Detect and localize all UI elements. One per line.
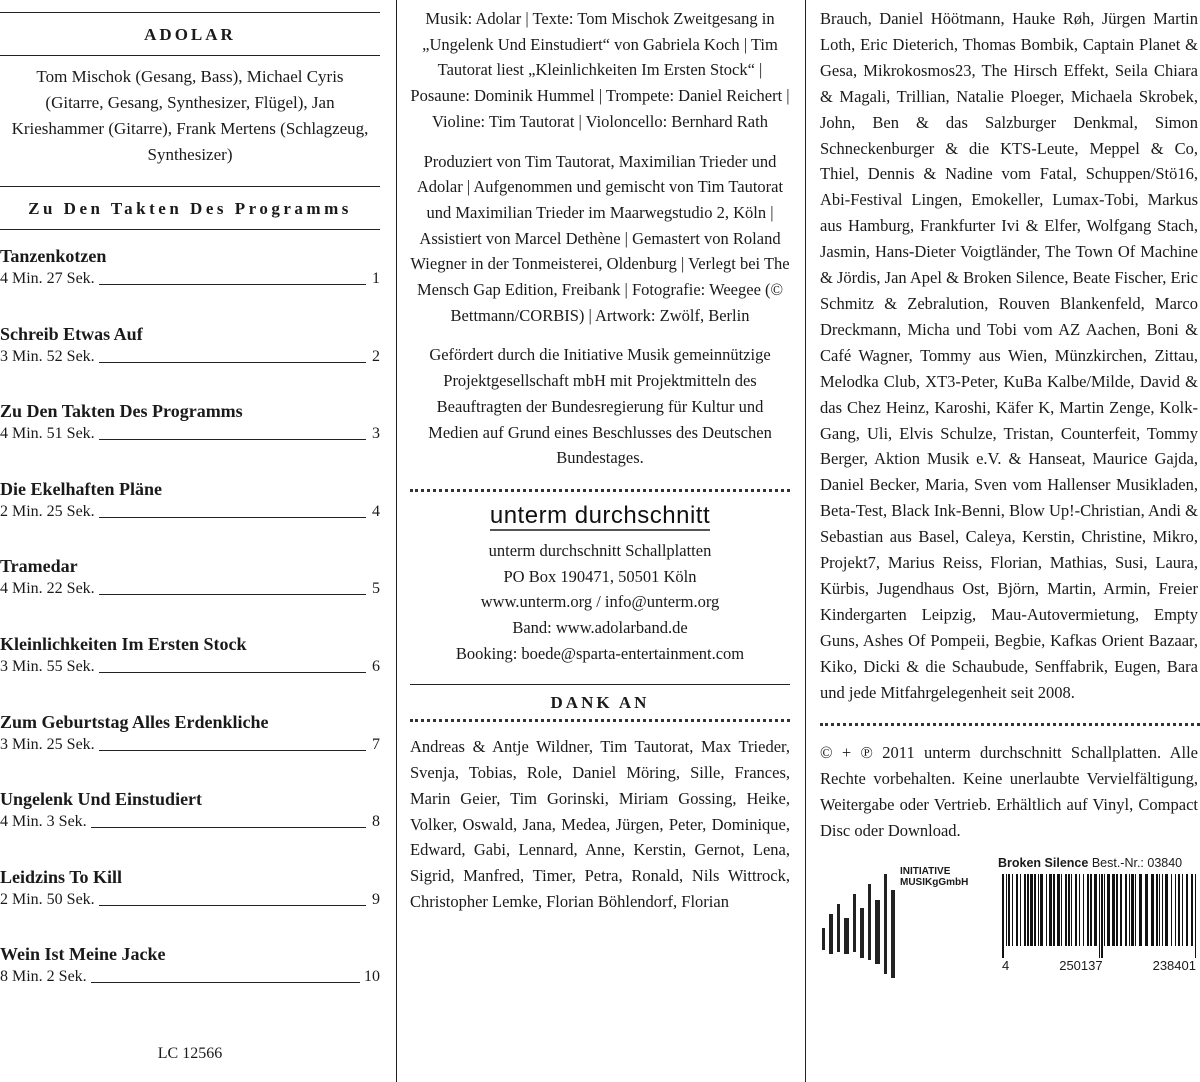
track-row bbox=[0, 966, 380, 988]
track-leader-line bbox=[99, 594, 366, 595]
track-item bbox=[0, 554, 380, 632]
track-item bbox=[0, 477, 380, 555]
track-number: 2 bbox=[372, 347, 380, 365]
barcode bbox=[998, 874, 1200, 958]
thanks-list-continued: Brauch, Daniel Höötmann, Hauke Røh, Jürgen Martin Loth, Eric Dieterich, Thomas Bombik, Captain Planet & Gesa, Mikrokosmos23, The Hirsch Effekt, Seila Chiara & Magali, Trillian, Natalie Ploeger, Michaela Skrobek, John, Ben & das Salzburger Denkmal, Simon Schneckenburger & die KTS-Leute, Meppel & Co, Thiel, Dennis & Nadine vom Fatal, Schuppen/Stö16, Abi-Festival Lingen, Emokeller, Lumax-Tobi, Markus aus Hamburg, Frankfurter Ivi & Elfer, Wolfgang Stach, Jasmin, Hans-Dieter Voigtländer, The Town Of Machine & Jördis, Jan Apel & Broken Silence, Beate Fischer, Eric Schmitz & Zebralution, Rouven Blankenfeld, Marco Dreckmann, Micha und Tobi vom AZ Aachen, Boni & Café Wagner, Tommy aus Wien, Münzkirchen, Zittau, Melodka Club, XT3-Peter, KuBa Kalbe/Milde, David & das Chez Heinz, Karoshi, Käfer K, Martin Zenge, Kolk-Gang, Uli, Elvis Schulze, Tristan, Counterfeit, Tommy Berger, Aktion Musik e.V. & Hanseat, Maurice Gajda, Daniel Becker, Maria, Sven vom Hallenser Musikladen, Beta-Test, Black Ink-Benni, Blow Up!-Christian, Andi & Sebastian aus Basel, Caleya, Kerstin, Christine, Mikro, Projekt7, Marius Reiss, Florian, Mathias, Susi, Laura, Kürbis, Jugendhaus Ost, Björn, Martin, Armin, Freier Kindergarten Leipzig, Mau-Autovermietung, Empty Guns, Ashes Of Pompeii, Begbie, Kafkas Orient Bazaar, Kiko, Dicki & die Schaubude, Senffabrik, Eugen, Bara und jede Mitfahrgelegenheit seit 2008. bbox=[820, 9, 1198, 702]
track-duration: 4 Min. 27 Sek. bbox=[0, 270, 95, 287]
band-web: Band: www.adolarband.de bbox=[512, 618, 688, 638]
label-logo: unterm durchschnitt bbox=[489, 501, 711, 529]
music-credits: Musik: Adolar | Texte: Tom Mischok Zweitgesang in „Ungelenk Und Einstudiert“ von Gabriela Koch | Tim Tautorat liest „Kleinlichkeiten Im Ersten Stock“ | Posaune: Dominik Hummel | Trompete: Daniel Reichert | Violine: Tim Tautorat | Violoncello: Bernhard Rath bbox=[410, 9, 790, 131]
thanks-heading: DANK AN bbox=[550, 693, 650, 713]
track-title: Schreib Etwas Auf bbox=[0, 323, 143, 344]
column-credits bbox=[410, 0, 790, 1082]
track-duration: 2 Min. 25 Sek. bbox=[0, 502, 95, 520]
track-item bbox=[0, 942, 380, 1020]
barcode-bar bbox=[1071, 874, 1072, 946]
barcode-bar bbox=[1061, 874, 1062, 946]
track-title: Tramedar bbox=[0, 556, 78, 577]
track-number: 4 bbox=[372, 502, 380, 520]
track-leader-line bbox=[99, 284, 366, 285]
track-number: 3 bbox=[372, 425, 380, 443]
track-leader-line bbox=[99, 362, 366, 363]
barcode-bar bbox=[1030, 874, 1033, 946]
track-row bbox=[0, 656, 380, 678]
logo-area bbox=[820, 856, 1200, 986]
barcode-bar bbox=[1104, 874, 1105, 946]
track-number: 1 bbox=[372, 270, 380, 287]
barcode-bar bbox=[1195, 874, 1196, 958]
track-number: 6 bbox=[372, 657, 380, 675]
column-thanks bbox=[820, 0, 1200, 1082]
barcode-bar bbox=[1057, 874, 1060, 946]
production-credits: Produziert von Tim Tautorat, Maximilian Trieder und Adolar | Aufgenommen und gemischt von Tim Tautorat und Maximilian Trieder im Maarwegstudio 2, Köln | Assistiert von Marcel Dethène | Gemastert von Roland Wiegner in der Tonmeisterei, Oldenburg | Verlegt bei The Mensch Gap Edition, Freibank | Fotografie: Weegee (© Bettmann/CORBIS) | Artwork: Zwölf, Berlin bbox=[410, 151, 790, 325]
track-leader-line bbox=[99, 750, 366, 751]
track-leader-line bbox=[99, 672, 366, 673]
track-number: 8 bbox=[372, 813, 380, 831]
copyright-notice: © + ℗ 2011 unterm durchschnitt Schallplatten. Alle Rechte vorbehalten. Keine unerlaubte Vervielfältigung, Weitergabe oder Vertrieb. Erhältlich auf Vinyl, Compact Disc oder Download. bbox=[820, 743, 1198, 841]
barcode-bar bbox=[1159, 874, 1160, 946]
track-row bbox=[0, 268, 380, 290]
barcode-bar bbox=[1101, 874, 1103, 958]
label-code: LC 12566 bbox=[157, 1045, 223, 1062]
barcode-bar bbox=[1008, 874, 1010, 946]
track-row bbox=[0, 889, 380, 911]
track-item bbox=[0, 865, 380, 943]
barcode-bar bbox=[1151, 874, 1154, 946]
barcode-bar bbox=[1034, 874, 1036, 946]
track-title: Kleinlichkeiten Im Ersten Stock bbox=[0, 633, 247, 654]
track-row bbox=[0, 734, 380, 756]
barcode-bar bbox=[1175, 874, 1176, 946]
barcode-bar bbox=[1079, 874, 1080, 946]
barcode-bar bbox=[1145, 874, 1148, 946]
track-number: 5 bbox=[372, 580, 380, 598]
track-title: Tanzenkotzen bbox=[0, 246, 107, 266]
track-item bbox=[0, 244, 380, 322]
track-duration: 3 Min. 52 Sek. bbox=[0, 347, 95, 365]
barcode-bar bbox=[1027, 874, 1029, 946]
barcode-bar bbox=[1116, 874, 1118, 946]
label-web: www.unterm.org / info@unterm.org bbox=[480, 592, 720, 612]
track-item bbox=[0, 787, 380, 865]
barcode-bar bbox=[1087, 874, 1089, 946]
track-duration: 4 Min. 22 Sek. bbox=[0, 580, 95, 598]
track-number: 10 bbox=[364, 968, 380, 986]
initiative-musik-text: INITIATIVE MUSIKgGmbH bbox=[900, 866, 969, 889]
barcode-bar bbox=[1112, 874, 1115, 946]
barcode-bar bbox=[1107, 874, 1110, 946]
tracklist bbox=[0, 230, 380, 1020]
album-heading: Zu Den Takten Des Programms bbox=[28, 199, 352, 218]
barcode-bar bbox=[1156, 874, 1158, 946]
track-duration: 3 Min. 25 Sek. bbox=[0, 735, 95, 753]
barcode-digits bbox=[998, 958, 1200, 973]
track-row bbox=[0, 346, 380, 368]
barcode-bar bbox=[1191, 874, 1193, 946]
column-divider bbox=[396, 0, 397, 1082]
track-title: Zum Geburtstag Alles Erdenkliche bbox=[0, 711, 269, 732]
barcode-bar bbox=[1068, 874, 1070, 946]
barcode-bar bbox=[1139, 874, 1142, 946]
track-leader-line bbox=[99, 905, 366, 906]
track-duration: 8 Min. 2 Sek. bbox=[0, 968, 87, 986]
track-duration: 2 Min. 50 Sek. bbox=[0, 890, 95, 908]
barcode-bar bbox=[1178, 874, 1180, 946]
booking-contact: Booking: boede@sparta-entertainment.com bbox=[455, 643, 745, 663]
track-title: Wein Ist Meine Jacke bbox=[0, 944, 166, 965]
catalog-number: Best.-Nr.: 03840 bbox=[1091, 856, 1183, 871]
barcode-bar bbox=[1165, 874, 1168, 946]
barcode-bar bbox=[1135, 874, 1136, 946]
label-address: PO Box 190471, 50501 Köln bbox=[503, 566, 697, 586]
barcode-bar bbox=[1024, 874, 1026, 946]
thanks-list: Andreas & Antje Wildner, Tim Tautorat, Max Trieder, Svenja, Tobias, Role, Daniel Möring, Sille, Frances, Marin Geier, Tim Gorinski, Miriam Gossing, Heike, Volker, Oswald, Jana, Medea, Jürgen, Peter, Dominique, Edward, Gabi, Lennard, Anne, Kerstin, Gernot, Lena, Sigrid, Manfred, Timer, Petra, Ronald, Nils Wittrock, Christopher Lemke, Florian Böhlendorf, Florian bbox=[410, 737, 790, 911]
column-tracklist bbox=[0, 0, 380, 1082]
distributor-line bbox=[998, 856, 1200, 870]
barcode-digit-group: 4 bbox=[1002, 958, 1010, 974]
barcode-bar bbox=[1182, 874, 1183, 946]
barcode-bar bbox=[1099, 874, 1100, 958]
barcode-bar bbox=[1125, 874, 1127, 946]
barcode-bar bbox=[1065, 874, 1067, 946]
barcode-bar bbox=[1049, 874, 1052, 946]
barcode-bar bbox=[1020, 874, 1021, 946]
barcode-bar bbox=[1131, 874, 1134, 946]
track-title: Leidzins To Kill bbox=[0, 866, 123, 887]
barcode-bar bbox=[1006, 874, 1007, 946]
barcode-bar bbox=[1083, 874, 1084, 946]
barcode-bar bbox=[1038, 874, 1039, 946]
track-item bbox=[0, 399, 380, 477]
funding-note: Gefördert durch die Initiative Musik gemeinnützige Projektgesellschaft mbH mit Projektmitteln des Beauftragten der Bundesregierung für Kultur und Medien auf Grund eines Beschlusses des Deutschen Bundestages. bbox=[428, 345, 772, 468]
barcode-bar bbox=[1040, 874, 1043, 946]
column-divider-2 bbox=[805, 0, 806, 1082]
track-duration: 4 Min. 3 Sek. bbox=[0, 813, 87, 831]
track-leader-line bbox=[99, 439, 366, 440]
label-name: unterm durchschnitt Schallplatten bbox=[488, 540, 712, 560]
barcode-bar bbox=[1012, 874, 1013, 946]
barcode-bar bbox=[1075, 874, 1077, 946]
track-row bbox=[0, 811, 380, 833]
track-title: Zu Den Takten Des Programms bbox=[0, 401, 243, 422]
track-title: Ungelenk Und Einstudiert bbox=[0, 789, 203, 810]
track-item bbox=[0, 322, 380, 400]
distributor-name: Broken Silence bbox=[998, 856, 1089, 871]
barcode-bar bbox=[1046, 874, 1047, 946]
barcode-digit-group: 238401 bbox=[1152, 958, 1196, 974]
barcode-digit-group: 250137 bbox=[1059, 958, 1103, 974]
track-number: 7 bbox=[372, 735, 380, 753]
track-number: 9 bbox=[372, 890, 380, 908]
track-item bbox=[0, 632, 380, 710]
barcode-bar bbox=[1162, 874, 1163, 946]
track-duration: 3 Min. 55 Sek. bbox=[0, 657, 95, 675]
distributor-block bbox=[998, 856, 1200, 973]
track-duration: 4 Min. 51 Sek. bbox=[0, 425, 95, 443]
band-heading: ADOLAR bbox=[144, 25, 236, 44]
track-row bbox=[0, 423, 380, 445]
track-row bbox=[0, 501, 380, 523]
barcode-bar bbox=[1171, 874, 1172, 946]
track-leader-line bbox=[91, 982, 360, 983]
band-members: Tom Mischok (Gesang, Bass), Michael Cyris (Gitarre, Gesang, Synthesizer, Flügel), Jan Krieshammer (Gitarre), Frank Mertens (Schlagzeug, Synthesizer) bbox=[11, 67, 369, 164]
track-leader-line bbox=[99, 517, 366, 518]
track-row bbox=[0, 578, 380, 600]
barcode-bar bbox=[1094, 874, 1097, 946]
track-item bbox=[0, 710, 380, 788]
barcode-bar bbox=[1120, 874, 1122, 946]
track-leader-line bbox=[91, 827, 366, 828]
barcode-bar bbox=[1016, 874, 1018, 946]
track-title: Die Ekelhaften Pläne bbox=[0, 478, 162, 499]
barcode-bar bbox=[1090, 874, 1092, 946]
barcode-bar bbox=[1053, 874, 1055, 946]
barcode-bar bbox=[1002, 874, 1004, 958]
barcode-bar bbox=[1129, 874, 1130, 946]
barcode-bar bbox=[1186, 874, 1188, 946]
